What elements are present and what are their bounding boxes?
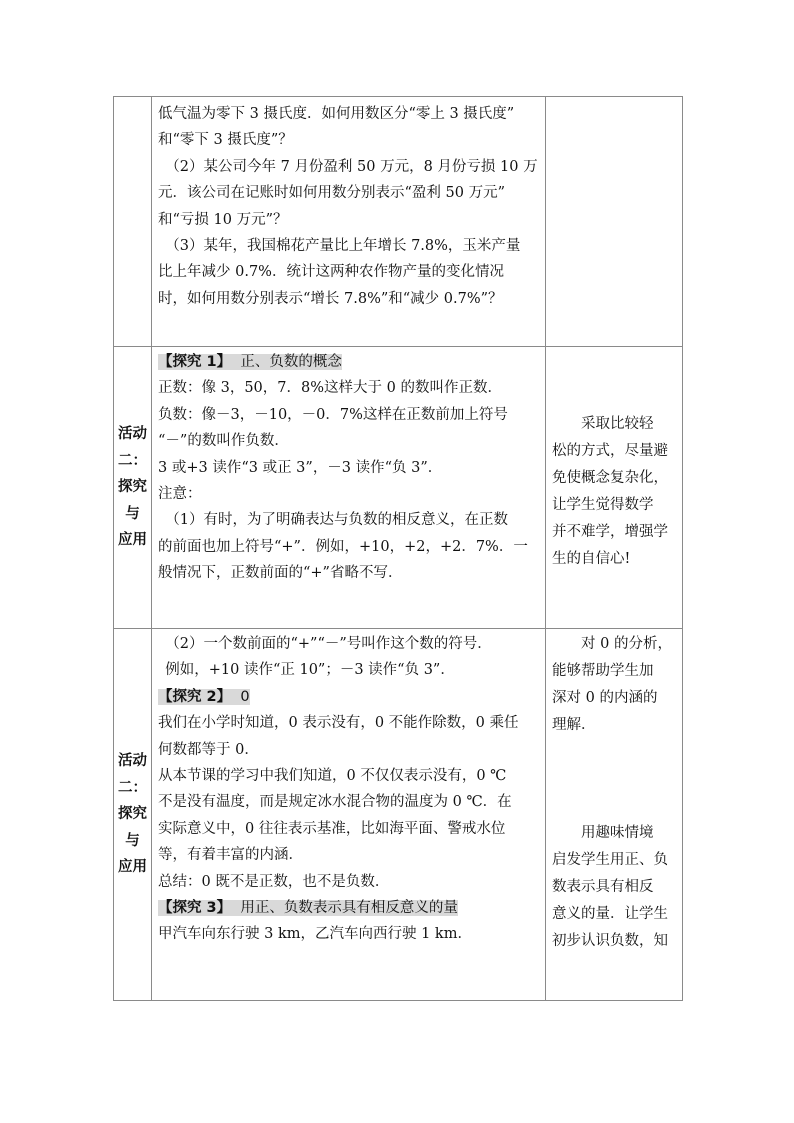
text-line: 负数：像－3，－10，－0．7%这样在正数前加上符号: [158, 406, 508, 423]
section-title: 正、负数的概念: [240, 354, 342, 370]
content-cell: [152, 347, 546, 629]
text-line: 我们在小学时知道，0 表示没有，0 不能作除数，0 乘任: [158, 715, 519, 732]
section-title: 0: [240, 688, 250, 705]
lesson-table: [113, 96, 683, 1001]
text-line: 般情况下，正数前面的“+”省略不写．: [158, 565, 403, 582]
section-label: 【探究 1】: [158, 354, 232, 370]
text-line: 从本节课的学习中我们知道，0 不仅仅表示没有，0 ℃: [158, 768, 507, 785]
content-cell: [152, 629, 546, 1001]
text-line: 的前面也加上符号“+”．例如，+10，+2，+2．7%．一: [158, 538, 528, 555]
note-cell: [546, 347, 683, 629]
text-line: （2）一个数前面的“+”“－”号叫作这个数的符号．: [165, 636, 492, 652]
section-title: 用正、负数表示具有相反意义的量: [240, 900, 458, 917]
text-line: 何数都等于 0．: [158, 741, 259, 758]
text-line: 正数：像 3，50，7．8%这样大于 0 的数叫作正数．: [158, 380, 502, 397]
section-heading: [158, 349, 541, 375]
text-line: （2）某公司今年 7 月份盈利 50 万元，8 月份亏损 10 万: [165, 158, 538, 175]
text-line: 例如，+10 读作“正 10”；－3 读作“负 3”．: [165, 662, 455, 679]
teaching-note: 对 0 的分析， 能够帮助学生加 深对 0 的内涵的 理解． 用趣味情境 启发学生用正、负 数表示具有相反 意义的量．让学生 初步认识负数，知: [552, 636, 672, 949]
text-line: “－”的数叫作负数．: [158, 433, 289, 450]
section-heading: [158, 895, 541, 921]
text-line: 比上年减少 0.7%．统计这两种农作物产量的变化情况: [158, 264, 504, 281]
table-row: [114, 347, 683, 629]
text-line: 总结：0 既不是正数，也不是负数．: [158, 873, 390, 890]
text-line: 注意：: [158, 486, 202, 503]
text-line: 甲汽车向东行驶 3 km，乙汽车向西行驶 1 km．: [158, 926, 472, 943]
note-cell: [546, 629, 683, 1001]
text-line: 实际意义中，0 往往表示基准，比如海平面、警戒水位: [158, 820, 506, 837]
text-line: 和“亏损 10 万元”？: [158, 211, 288, 228]
content-cell: [152, 97, 546, 347]
table-row: [114, 629, 683, 1001]
text-line: 时，如何用数分别表示“增长 7.8%”和“减少 0.7%”？: [158, 290, 503, 307]
section-label: 【探究 3】: [158, 900, 232, 917]
text-line: （3）某年，我国棉花产量比上年增长 7.8%，玉米产量: [165, 238, 521, 255]
section-label: 【探究 2】: [158, 688, 232, 705]
activity-cell: [114, 347, 152, 629]
note-cell: [546, 97, 683, 347]
activity-cell: [114, 97, 152, 347]
section-heading: [158, 684, 541, 710]
text-line: （1）有时，为了明确表达与负数的相反意义，在正数: [165, 512, 508, 529]
table-row: [114, 97, 683, 347]
activity-cell: [114, 629, 152, 1001]
text-line: 等，有着丰富的内涵．: [158, 847, 303, 864]
text-line: 和“零下 3 摄氏度”？: [158, 132, 293, 149]
text-line: 不是没有温度，而是规定冰水混合物的温度为 0 ℃．在: [158, 794, 512, 811]
activity-label: 活动 二： 探究 与 应用: [118, 753, 147, 876]
text-line: 3 或+3 读作“3 或正 3”，－3 读作“负 3”．: [158, 459, 443, 476]
activity-label: 活动 二： 探究 与 应用: [118, 426, 147, 549]
teaching-note: 采取比较轻 松的方式，尽量避 免使概念复杂化， 让学生觉得数学 并不难学，增强学 生的自信心!: [552, 415, 668, 567]
text-line: 低气温为零下 3 摄氏度．如何用数区分“零上 3 摄氏度”: [158, 106, 515, 122]
text-line: 元．该公司在记账时如何用数分别表示“盈利 50 万元”: [158, 185, 505, 202]
